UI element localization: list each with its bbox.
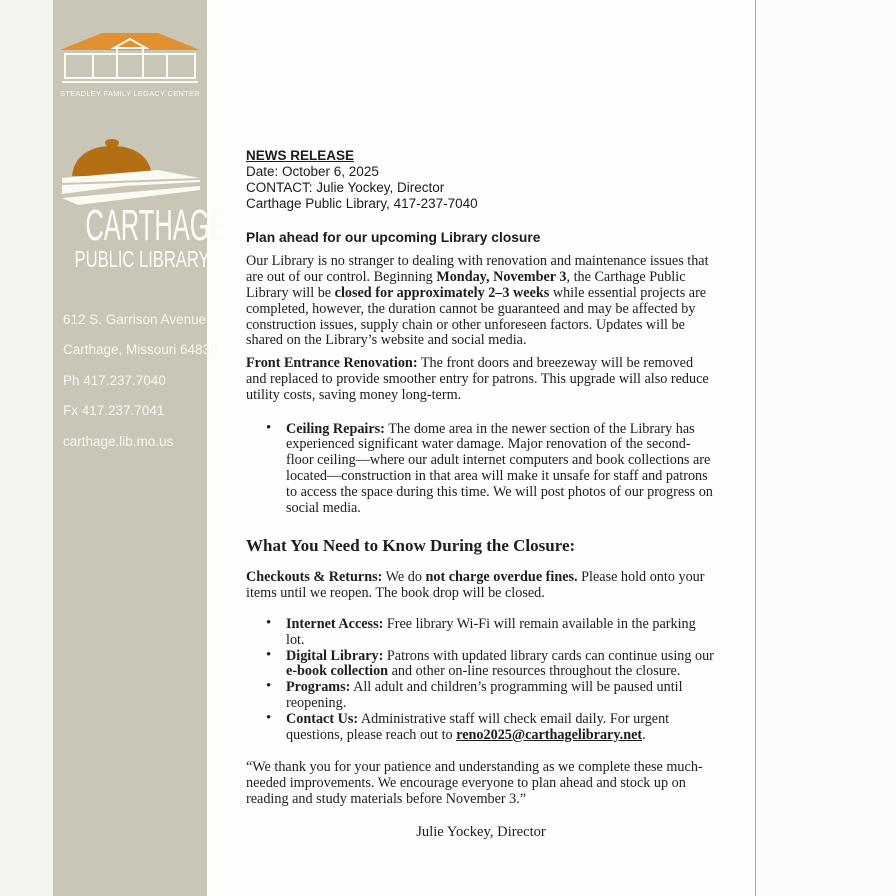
ceiling-bullet-list: [246, 422, 716, 517]
news-release-title: NEWS RELEASE: [246, 148, 355, 163]
address-fax: Fx 417.237.7041: [63, 403, 165, 419]
closing-quote-paragraph: “We thank you for your patience and understanding as we complete these much-needed improvements. We encourage everyone to plan ahead and stock up on reading and study materials before November 3.”: [246, 759, 703, 807]
page-edge-line: [755, 0, 756, 896]
internet-access-bullet: • Internet Access: Free library Wi-Fi will remain available in the parking lot.: [246, 617, 716, 649]
scanned-letter-page: [53, 0, 755, 896]
closure-info-bullet-list: [246, 617, 716, 743]
scanner-background-left: [0, 0, 53, 896]
digital-library-bullet: • Digital Library: Patrons with updated library cards can continue using our e-book collection and other on-line resources throughout the closure.: [246, 649, 716, 681]
letterhead-sidebar: [53, 0, 227, 896]
ceiling-repairs-bullet: • Ceiling Repairs: The dome area in the newer section of the Library has experienced significant water damage. Major renovation of the second-floor ceiling—where our adult internet computers and book collections are located—construction in that area will make it unsafe for staff and patrons to access the space during this time. We will post photos of our progress on social media.: [246, 422, 716, 517]
release-contact-line: CONTACT: Julie Yockey, Director: [246, 180, 445, 196]
steadley-building-icon: [60, 31, 200, 87]
closure-section-heading: What You Need to Know During the Closure:: [246, 536, 576, 556]
address-website: carthage.lib.mo.us: [63, 433, 174, 449]
library-name-line1: CARTHAGE: [85, 201, 227, 250]
library-name-line2: PUBLIC LIBRARY: [74, 246, 210, 272]
checkouts-paragraph: Checkouts & Returns: We do not charge overdue fines. Please hold onto your items until we reopen. The book drop will be closed.: [246, 569, 705, 602]
steadley-caption: STEADLEY FAMILY LEGACY CENTER: [60, 89, 200, 98]
scanner-background-right: [756, 0, 896, 896]
programs-bullet: • Programs: All adult and children’s programming will be paused until reopening.: [246, 680, 716, 712]
front-entrance-paragraph: Front Entrance Renovation: The front doors and breezeway will be removed and replaced to provide smoother entry for patrons. This upgrade will also reduce utility costs, saving money long-term.: [246, 355, 709, 403]
signature-line: Julie Yockey, Director: [416, 823, 546, 840]
release-subject-line: Plan ahead for our upcoming Library closure: [246, 230, 541, 246]
news-release-header: [246, 148, 716, 212]
intro-paragraph: Our Library is no stranger to dealing with renovation and maintenance issues that are out of our control. Beginning Monday, November 3, the Carthage Public Library will be closed for approximately 2–3 weeks while essential projects are completed, however, the duration cannot be guaranteed and may be affected by construction issues, supply chain or other unforeseen factors. Updates will be shared on the Library’s website and social media.: [246, 253, 709, 349]
letter-content: [246, 148, 716, 841]
library-address-block: [63, 305, 218, 457]
address-street: 612 S. Garrison Avenue: [63, 312, 207, 327]
contact-us-bullet: • Contact Us: Administrative staff will check email daily. For urgent questions, please reach out to reno2025@carthagelibrary.net.: [246, 712, 716, 744]
address-phone: Ph 417.237.7040: [63, 372, 166, 388]
release-date-line: Date: October 6, 2025: [246, 164, 379, 180]
address-city: Carthage, Missouri 64836: [63, 342, 218, 358]
release-org-line: Carthage Public Library, 417-237-7040: [246, 196, 478, 212]
dome-building-icon: [60, 132, 200, 206]
